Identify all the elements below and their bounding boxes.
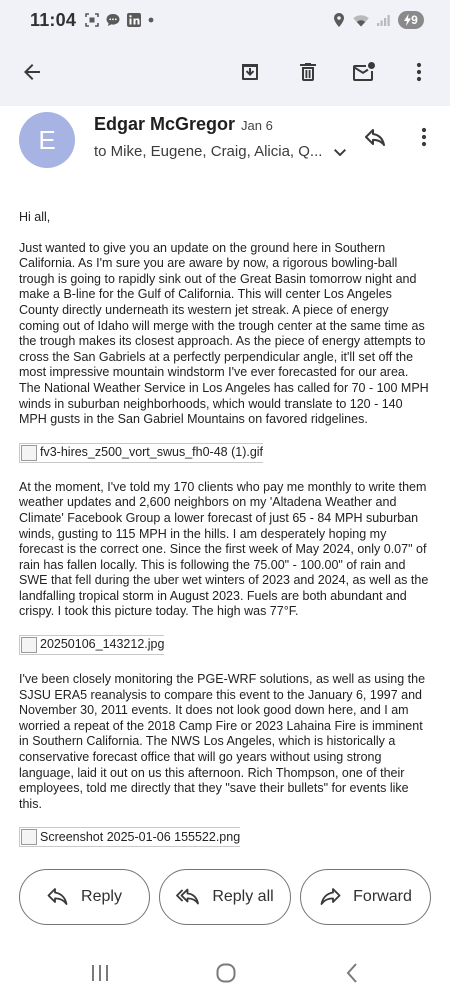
body-paragraph-2: At the moment, I've told my 170 clients who pay me monthly to write them weather updates and 2,600 neighbors on my 'Altadena Weather and Climate' Facebook Group a lower forecast of just 65 - 84 MPH suburban winds, gusting to 115 MPH in the hills. I am desperately hoping my forecast is the correct one. Since the first week of May 2024, only 0.07" of rain has fallen locally. This is following the 75.00" - 100.00" of rain and SWE that fell during the uber wet winters of 2023 and 2024, as well as the landfalling tropical storm in August 2023. Fuels are both abundant and crispy. I took this picture today. The high was 77°F. <box>19 479 429 619</box>
recent-apps-icon <box>89 963 111 983</box>
attachment-3-name: Screenshot 2025-01-06 155522.png <box>40 829 241 844</box>
home-icon <box>215 962 237 984</box>
reply-icon <box>47 888 69 906</box>
dot-icon <box>147 12 155 28</box>
archive-button[interactable] <box>232 54 268 90</box>
status-system-icons <box>332 11 424 29</box>
reply-all-button-label: Reply all <box>212 888 274 905</box>
reply-all-button[interactable] <box>159 869 291 925</box>
status-bar <box>0 0 450 40</box>
more-vert-icon <box>407 60 431 84</box>
email-header <box>0 106 450 202</box>
more-options-button[interactable] <box>401 54 437 90</box>
email-content[interactable] <box>0 106 450 850</box>
avatar[interactable]: E <box>19 112 75 168</box>
broken-image-icon <box>21 637 37 653</box>
reply-quick-button[interactable] <box>358 120 392 154</box>
sender-name-text: Edgar McGregor <box>94 114 236 134</box>
reply-button-label: Reply <box>81 888 122 905</box>
attachment-image-2[interactable] <box>19 635 164 655</box>
forward-icon <box>319 888 341 906</box>
attachment-image-1[interactable] <box>19 443 263 463</box>
broken-image-icon <box>21 445 37 461</box>
recent-apps-button[interactable] <box>85 960 115 986</box>
battery-icon <box>398 11 424 29</box>
chevron-down-icon <box>334 148 346 156</box>
home-button[interactable] <box>211 960 241 986</box>
signal-icon <box>376 12 392 28</box>
reply-icon <box>363 125 387 149</box>
status-time: 11:04 <box>30 9 77 30</box>
status-notification-icons <box>84 12 155 28</box>
attachment-image-3[interactable] <box>19 827 240 847</box>
back-button[interactable] <box>14 54 50 90</box>
back-arrow-icon <box>20 60 44 84</box>
location-icon <box>332 12 346 28</box>
archive-icon <box>238 60 262 84</box>
chat-bubble-icon <box>105 12 121 28</box>
reply-actions <box>0 850 450 946</box>
body-paragraph-3: I've been closely monitoring the PGE-WRF solutions, as well as using the SJSU ERA5 reanalysis to compare this event to the January 6, 1997 and November 30, 2011 events. It does not look good down here, and I am worried a repeat of the 2018 Camp Fire or 2023 Lahaina Fire is imminent in Southern California. The NWS Los Angeles, which is historically a conservative forecast office that will go years without using strong language, laid it out on us this afternoon. Rich Thompson, one of their employees, told me directly that they "save their bullets" for events like this. <box>19 672 426 811</box>
broken-image-icon <box>21 829 37 845</box>
system-navbar <box>0 946 450 1000</box>
reply-all-icon <box>176 888 200 906</box>
body-paragraph-1: Just wanted to give you an update on the ground here in Southern California. As I'm sure you are aware by now, a rigorous bowling-ball trough is going to rapidly sink out of the Great Basin tomorrow night and make a B-line for the Gulf of California. This will center Los Angeles County directly underneath its western jet streak. A piece of energy coming out of Idaho will merge with the trough center at the same time as the trough makes its closest approach. As the piece of energy attempts to cross the San Gabriels at a perfectly perpendicular angle, it'll set off the most impressive mountain windstorm I've ever forecasted for our area. The National Weather Service in Los Angeles has called for 70 - 100 MPH winds in suburban neighborhoods, which would translate to 120 - 140 MPH gusts in the San Gabriel Mountains on favored ridgelines. <box>19 240 429 427</box>
attachment-2-name: 20250106_143212.jpg <box>40 637 165 652</box>
email-toolbar <box>0 40 450 106</box>
greeting: Hi all, <box>19 210 51 224</box>
delete-button[interactable] <box>290 54 326 90</box>
sent-date: Jan 6 <box>241 118 273 133</box>
system-back-button[interactable] <box>337 960 367 986</box>
recipients-text: to Mike, Eugene, Craig, Alicia, Q... <box>94 143 323 160</box>
sender-name[interactable] <box>94 114 273 135</box>
delete-icon <box>296 60 320 84</box>
back-icon <box>344 962 360 984</box>
recipients-toggle[interactable] <box>94 143 346 160</box>
wifi-icon <box>352 12 370 28</box>
battery-level: 9 <box>411 13 418 27</box>
more-vert-icon <box>412 125 436 149</box>
forward-button-label: Forward <box>353 888 412 905</box>
attachment-1-name: fv3-hires_z500_vort_swus_fh0-48 (1).gif <box>40 444 264 459</box>
charging-bolt-icon <box>404 14 411 26</box>
reply-button[interactable] <box>19 869 150 925</box>
screenshot-icon <box>84 12 100 28</box>
mark-unread-button[interactable] <box>346 54 382 90</box>
forward-button[interactable] <box>300 869 431 925</box>
email-body <box>0 210 450 850</box>
mark-unread-icon <box>351 60 377 84</box>
message-more-button[interactable] <box>410 120 438 154</box>
linkedin-icon <box>126 12 142 28</box>
